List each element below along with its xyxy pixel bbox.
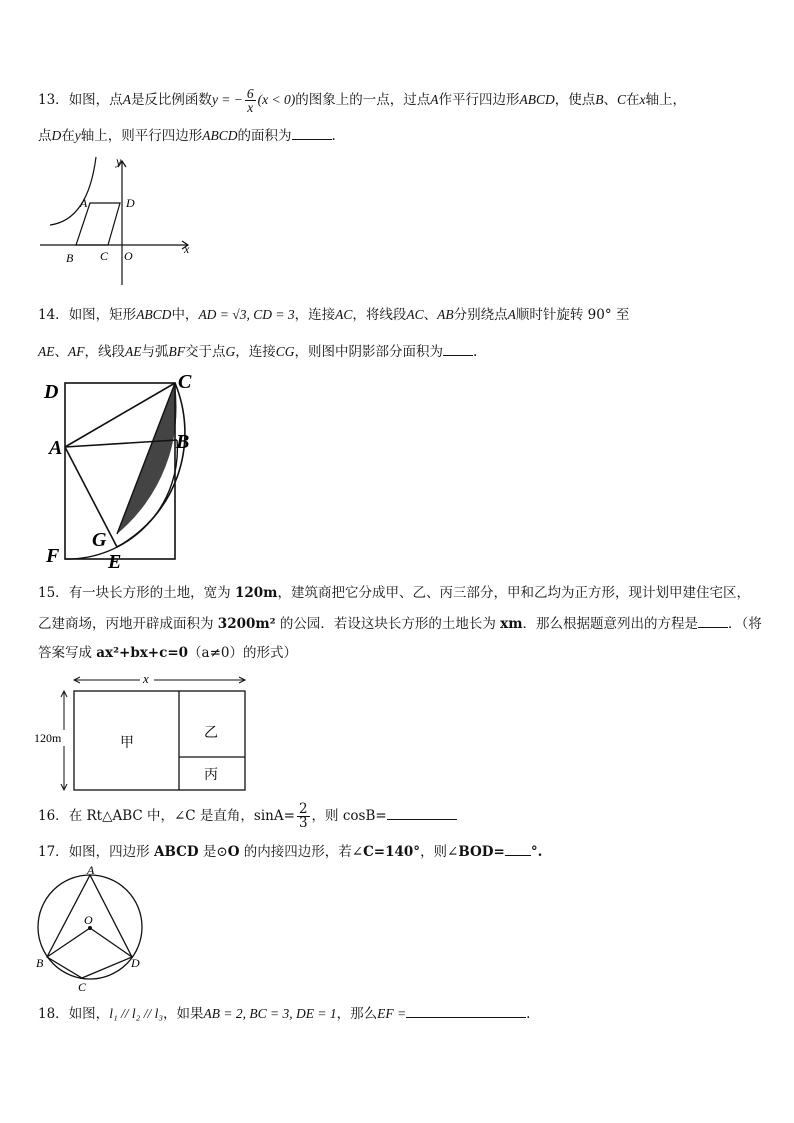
math-expr: EF =	[377, 1006, 407, 1021]
text: ，连接	[294, 307, 336, 323]
question-number: 18．	[38, 1006, 69, 1022]
question-number: 16．	[38, 808, 69, 824]
math-var: x	[639, 92, 646, 107]
bold-value: C=140°	[363, 844, 421, 860]
land-rectangle	[74, 691, 245, 790]
label-x: x	[184, 242, 190, 256]
answer-blank[interactable]	[443, 341, 473, 356]
math-var: AC	[335, 307, 353, 322]
fraction-den: x	[247, 100, 254, 115]
text: 如图，点	[68, 92, 123, 108]
text: ，则∠	[420, 844, 459, 860]
text: .	[526, 1006, 531, 1022]
q14-figure	[40, 370, 215, 575]
q14-line2	[38, 341, 477, 362]
label-A: A	[87, 863, 95, 877]
label-120m: 120m	[34, 731, 62, 745]
answer-blank[interactable]	[292, 125, 332, 140]
math-expr: AD = √3, CD = 3	[198, 307, 295, 322]
text: 答案写成	[38, 645, 97, 661]
math-var: ABCD	[519, 92, 555, 107]
math-expr: (x < 0)	[257, 92, 296, 107]
math-var: ABCD	[136, 307, 172, 322]
segment-OD	[90, 928, 132, 957]
text: 在	[626, 92, 640, 108]
text: 分别绕点	[453, 307, 508, 323]
math-var: BF	[168, 344, 185, 359]
q13-figure	[38, 155, 198, 290]
q15-line1	[38, 583, 750, 603]
text: ，将线段	[352, 307, 407, 323]
label-C: C	[178, 371, 192, 393]
answer-blank[interactable]	[406, 1003, 526, 1018]
text: 的图象上的一点，过点	[295, 92, 431, 108]
text: 、	[603, 92, 617, 108]
label-F: F	[46, 545, 60, 567]
math-var: AE	[125, 344, 142, 359]
fraction	[297, 803, 310, 830]
bold-value: ABCD	[153, 844, 199, 860]
bold-value: O	[227, 844, 240, 860]
math-expr: l₁ // l₂ // l₃	[109, 1006, 164, 1021]
math-var: A	[122, 92, 131, 107]
label-O: O	[124, 249, 133, 263]
q15-line3	[38, 643, 297, 663]
q14-line1	[38, 305, 629, 325]
label-O: O	[84, 913, 93, 927]
text: 乙建商场，丙地开辟成面积为	[38, 616, 218, 632]
bold-value: ax²+bx+c=0	[96, 645, 189, 661]
q18-line	[38, 1003, 530, 1024]
q17-figure	[32, 865, 152, 995]
text: 中，	[171, 307, 199, 323]
math-var: A	[507, 307, 516, 322]
text: 交于点	[185, 344, 226, 360]
text: （a≠0）的形式）	[188, 645, 297, 661]
text: ，那么	[336, 1006, 378, 1022]
question-number: 14．	[38, 307, 69, 323]
q13-line2	[38, 125, 336, 146]
label-D: D	[44, 381, 59, 403]
bold-value: BOD=	[458, 844, 505, 860]
math-var: AC	[406, 307, 424, 322]
math-var: y	[74, 128, 81, 143]
question-number: 13．	[38, 92, 69, 108]
math-var: D	[51, 128, 62, 143]
hyperbola-curve	[50, 157, 96, 225]
question-number: 17．	[38, 844, 69, 860]
label-D: D	[131, 956, 140, 970]
label-B: B	[66, 251, 74, 265]
math-expr: AB = 2, BC = 3, DE = 1	[203, 1006, 337, 1021]
text: .	[331, 128, 336, 144]
text: 点	[38, 128, 52, 144]
text: 在 Rt△ABC 中，∠C 是直角，sinA=	[68, 808, 295, 824]
text: .	[473, 344, 478, 360]
math-var: AB	[437, 307, 454, 322]
text: 如图，四边形	[68, 844, 154, 860]
text: 如图，	[68, 1006, 110, 1022]
answer-blank[interactable]	[387, 805, 457, 820]
math-var: AF	[68, 344, 85, 359]
label-G: G	[92, 529, 107, 551]
bold-value: 3200m²	[217, 616, 276, 632]
label-C: C	[100, 249, 109, 263]
text: 、	[54, 344, 68, 360]
label-B: B	[176, 431, 190, 453]
text: 的内接四边形，若∠	[239, 844, 364, 860]
math-var: AE	[38, 344, 55, 359]
text: 轴上，	[645, 92, 687, 108]
q15-line2	[38, 613, 762, 634]
answer-blank[interactable]	[698, 613, 728, 628]
label-E: E	[108, 551, 122, 573]
label-D: D	[126, 196, 135, 210]
text: 是反比例函数	[130, 92, 212, 108]
segment-OB	[47, 928, 90, 957]
text: 作平行四边形	[438, 92, 520, 108]
text: 在	[61, 128, 75, 144]
text: ，连接	[235, 344, 276, 360]
math-var: B	[595, 92, 604, 107]
text: 有一块长方形的土地，宽为	[68, 585, 235, 601]
q15-figure	[32, 668, 252, 793]
bold-value: xm	[500, 616, 523, 632]
bold-value: 120m	[234, 585, 278, 601]
label-A: A	[80, 196, 88, 210]
text: 如图，矩形	[68, 307, 137, 323]
text: 、	[423, 307, 438, 323]
fraction-num: 6	[246, 86, 254, 101]
label-C: C	[78, 980, 87, 994]
question-number: 15．	[38, 585, 69, 601]
text: 的公园．若设这块长方形的土地长为	[275, 616, 501, 632]
q17-line	[38, 841, 542, 862]
text: 顺时针旋转 90° 至	[515, 307, 630, 323]
math-var: A	[430, 92, 439, 107]
label-bing: 丙	[204, 768, 218, 783]
math-var: ABCD	[202, 128, 238, 143]
text: 是⊙	[198, 844, 228, 860]
math-var: CG	[275, 344, 295, 359]
text: ，建筑商把它分成甲、乙、丙三部分，甲和乙均为正方形，现计划甲建住宅区，	[277, 585, 750, 601]
label-x: x	[143, 671, 149, 686]
text: °.	[530, 844, 543, 860]
text: 与弧	[141, 344, 169, 360]
answer-blank[interactable]	[505, 841, 531, 856]
text: ，如果	[163, 1006, 204, 1022]
text: 的面积为	[237, 128, 292, 144]
math-var: G	[225, 344, 236, 359]
text: ，使点	[554, 92, 596, 108]
label-y: y	[116, 154, 122, 168]
text: 轴上，则平行四边形	[80, 128, 203, 144]
q16-line	[38, 803, 457, 830]
text: ，则 cosB=	[311, 808, 387, 824]
fraction-den: 3	[298, 815, 308, 831]
label-yi: 乙	[204, 726, 218, 741]
label-A: A	[49, 437, 63, 459]
math-expr: y = −	[211, 92, 243, 107]
q13-line1	[38, 87, 686, 114]
math-var: C	[617, 92, 627, 107]
segment-AE	[65, 447, 117, 547]
text: ，线段	[84, 344, 125, 360]
fraction-num: 2	[298, 801, 308, 817]
text: ，则图中阴影部分面积为	[294, 344, 444, 360]
text: ．（将	[728, 616, 762, 632]
fraction	[245, 87, 256, 114]
label-B: B	[36, 956, 44, 970]
label-jia: 甲	[120, 736, 134, 751]
text: ．那么根据题意列出的方程是	[522, 616, 699, 632]
